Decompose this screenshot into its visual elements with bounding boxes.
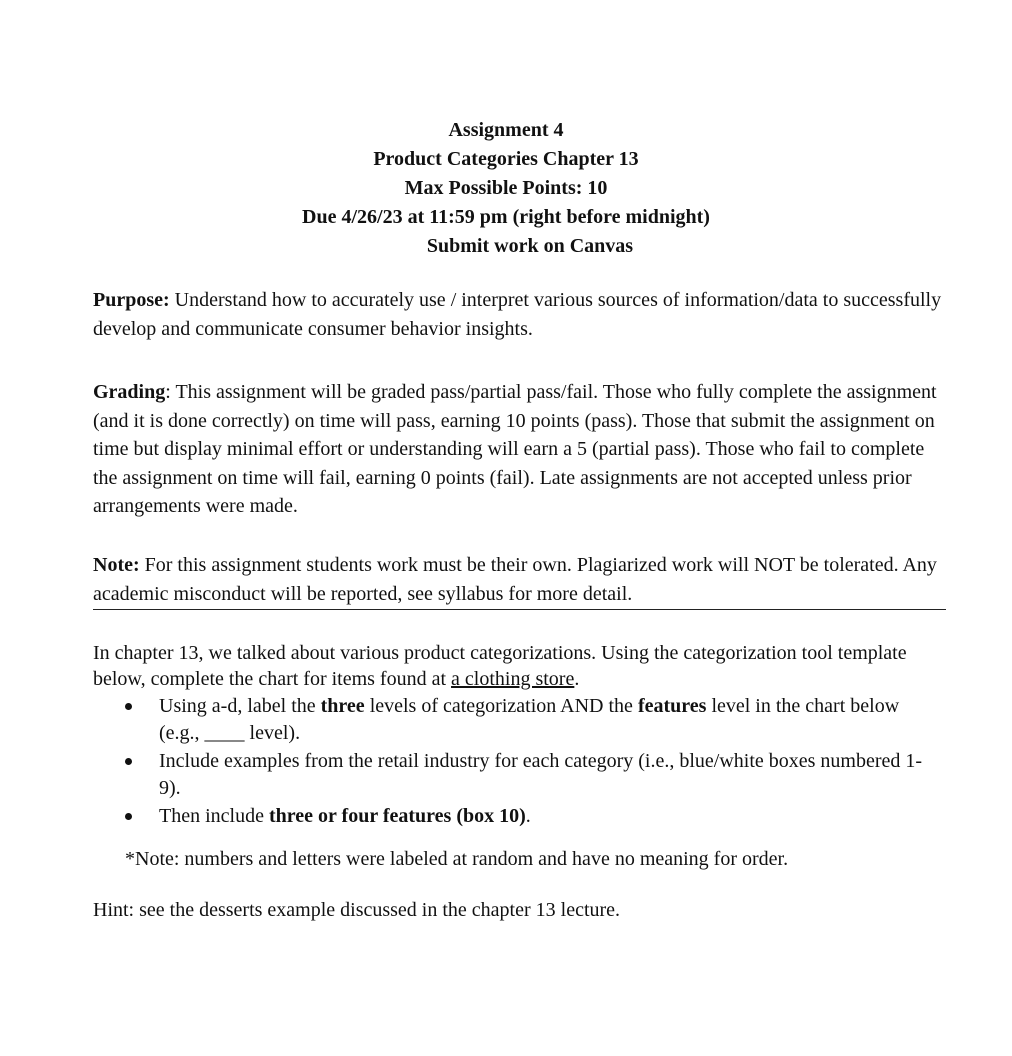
hint-text: Hint: see the desserts example discussed in the chapter 13 lecture. xyxy=(93,899,621,921)
bullet-bold-features: features xyxy=(637,695,707,717)
bullet-text: Using a-d, label the xyxy=(159,695,321,717)
bullet-icon xyxy=(125,703,132,710)
purpose-text: Understand how to accurately use / interpret various sources of information/data to successfully develop and communicate consumer behavior insights. xyxy=(93,289,942,340)
submission-instructions: Submit work on Canvas xyxy=(426,235,634,257)
list-item xyxy=(93,803,943,830)
grading-label: Grading xyxy=(93,381,166,403)
clothing-store-underlined: a clothing store xyxy=(451,667,575,690)
note-label: Note: xyxy=(93,554,140,576)
intro-end: . xyxy=(574,667,580,690)
purpose-label: Purpose: xyxy=(93,289,170,311)
grading-text: : This assignment will be graded pass/partial pass/fail. Those who fully complete the assignment (and it is done correctly) on time will pass, earning 10 points (pass). Those that submit the assignment on time but display minimal effort or understanding will earn a 5 (partial pass). Those who fail to complete the assignment on time will fail, earning 0 points (fail). Late assignments are not accepted unless prior arrangements were made. xyxy=(93,381,937,517)
bullet-icon xyxy=(125,758,132,765)
instruction-list xyxy=(93,693,943,832)
assignment-header xyxy=(0,116,1012,261)
max-points: Max Possible Points: 10 xyxy=(404,177,608,199)
assignment-topic: Product Categories Chapter 13 xyxy=(373,148,639,170)
intro-text: In chapter 13, we talked about various product categorizations. Using the categorization tool template below, complete the chart for items found at xyxy=(93,642,907,690)
bullet-text: level in the chart below (e.g., ____ level). xyxy=(159,695,900,744)
bullet-text: Include examples from the retail industry for each category (i.e., blue/white boxes numbered 1-9). xyxy=(159,750,923,799)
purpose-paragraph xyxy=(93,286,943,343)
bullet-icon xyxy=(125,813,132,820)
assignment-title: Assignment 4 xyxy=(448,119,564,141)
bullet-text: Then include xyxy=(159,805,269,827)
bullet-bold-features-box: three or four features (box 10) xyxy=(268,805,526,827)
list-item xyxy=(93,748,943,801)
bullet-bold-three: three xyxy=(320,695,365,717)
note-text: For this assignment students work must be their own. Plagiarized work will NOT be tolerated. Any academic misconduct will be reported, see syllabus for more detail. xyxy=(93,554,937,605)
list-item xyxy=(93,693,943,746)
horizontal-divider xyxy=(93,609,946,610)
due-date: Due 4/26/23 at 11:59 pm (right before midnight) xyxy=(302,206,710,228)
intro-paragraph xyxy=(93,641,943,692)
bullet-text: levels of categorization AND the xyxy=(364,695,638,717)
bullet-text: . xyxy=(525,805,531,827)
ordering-note: *Note: numbers and letters were labeled at random and have no meaning for order. xyxy=(125,848,789,870)
note-paragraph xyxy=(93,551,943,608)
grading-paragraph xyxy=(93,378,943,521)
